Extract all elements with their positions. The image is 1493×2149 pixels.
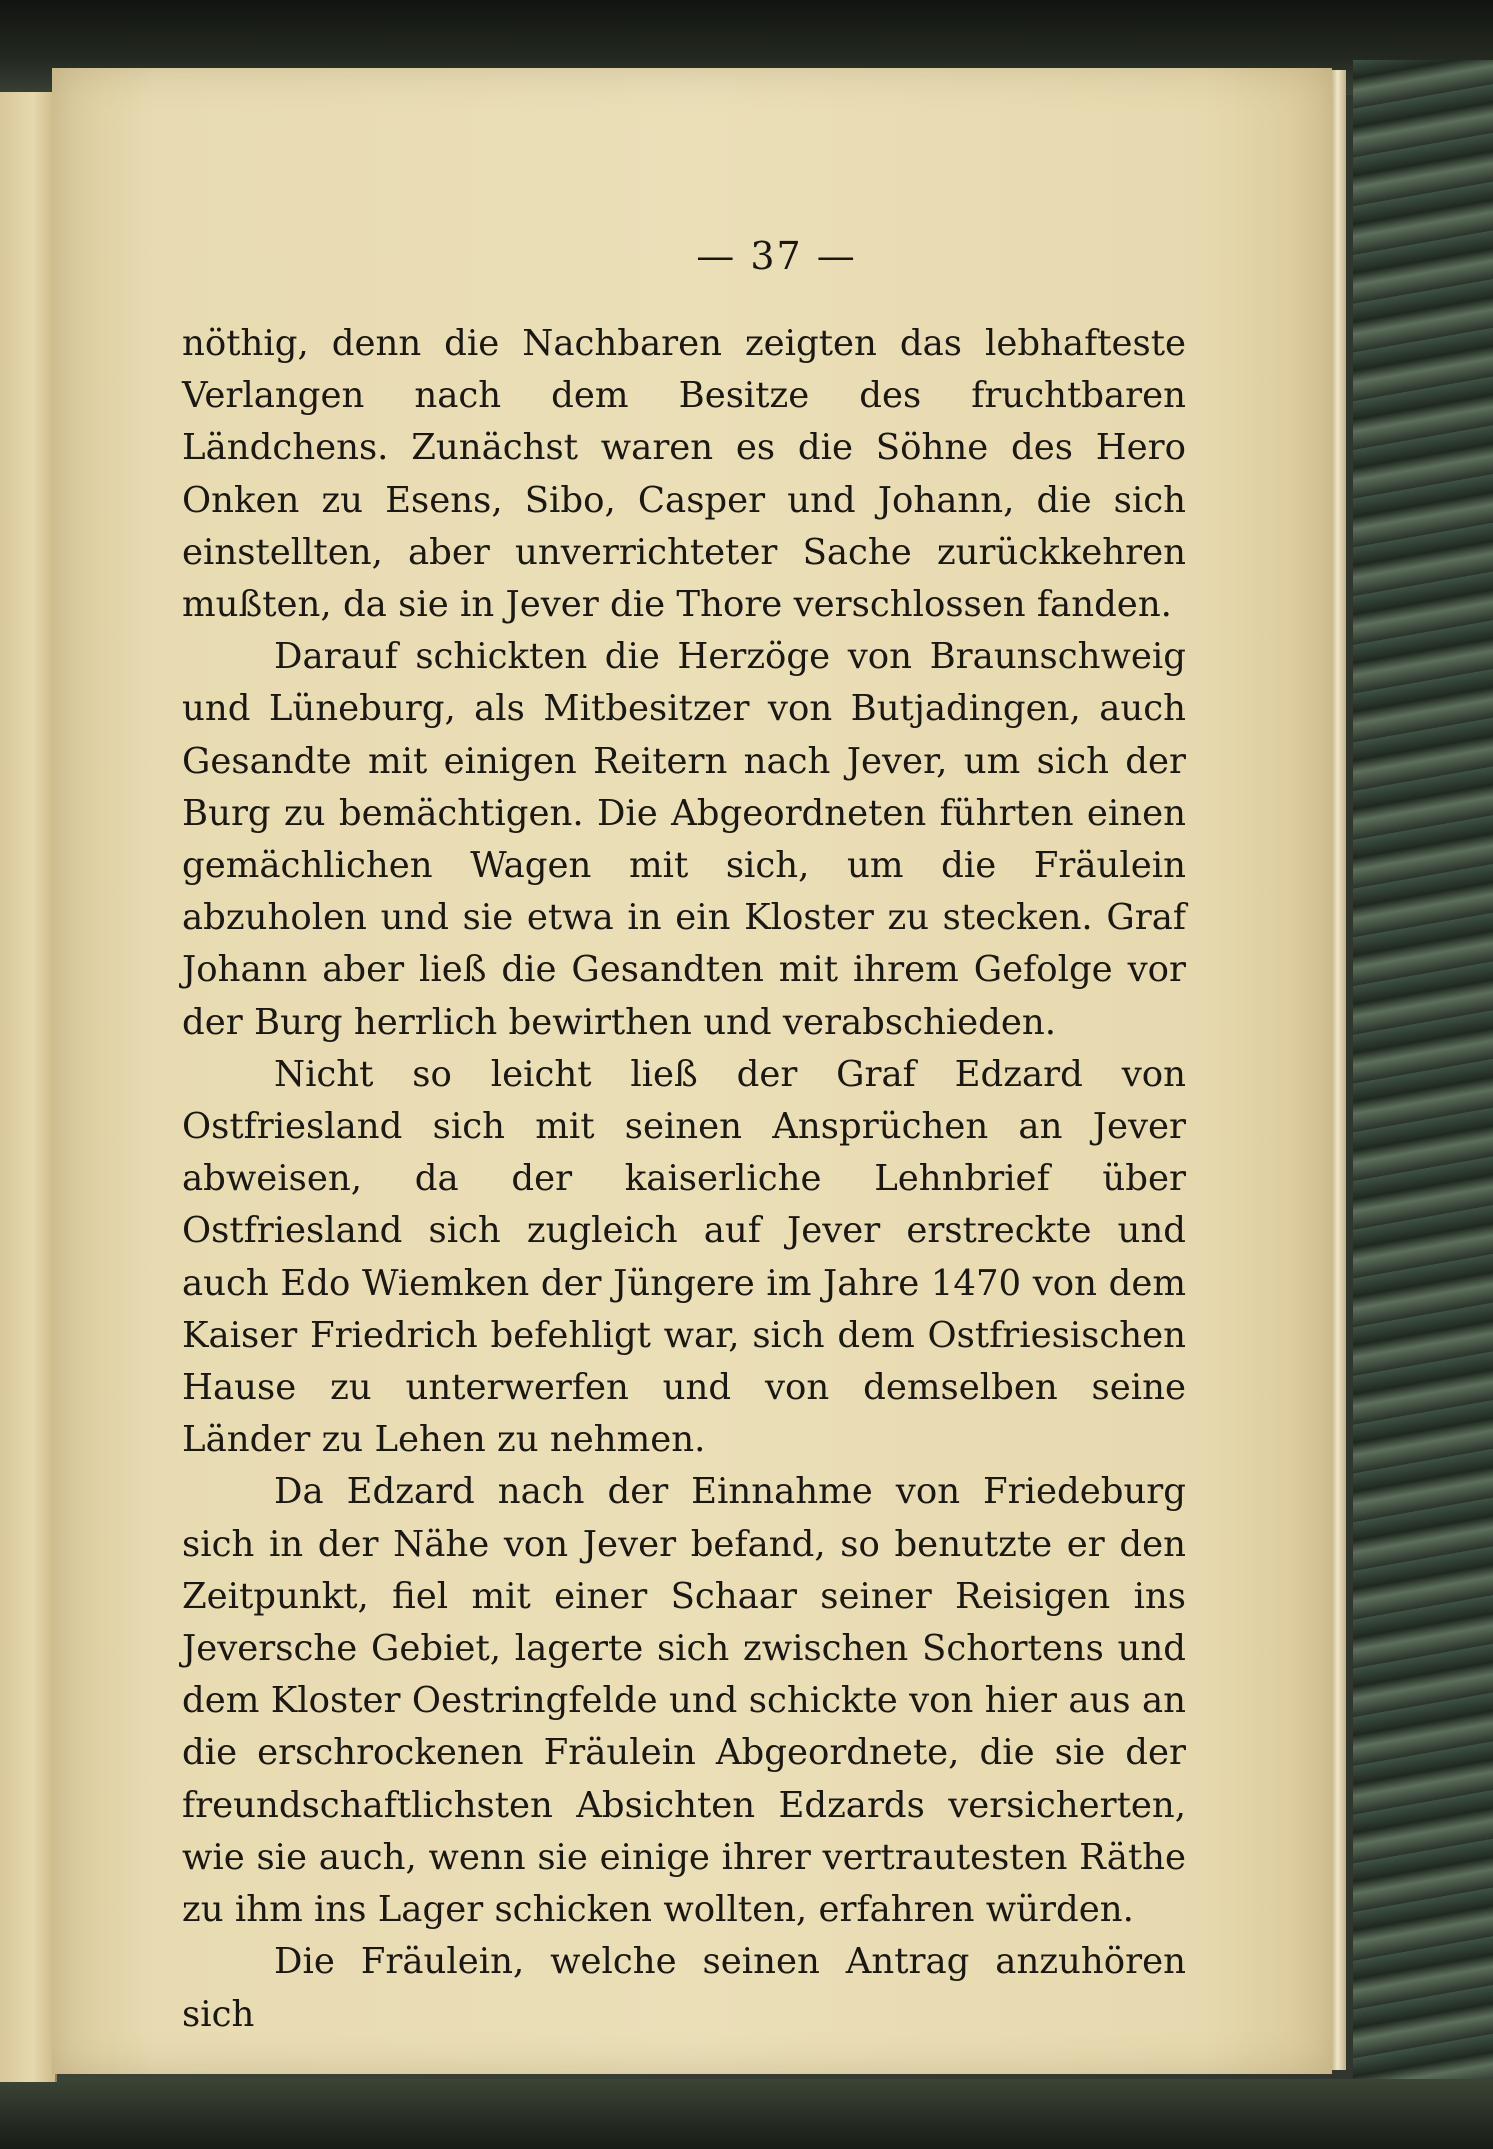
paragraph: Darauf schickten die Herzöge von Braunschweig und Lüneburg, als Mitbesitzer von Butjadingen, auch Gesandte mit einigen Reitern nach Jever, um sich der Burg zu bemächtigen. Die Abgeordneten führten einen gemächlichen Wagen mit sich, um die Fräulein abzuholen und sie etwa in ein Kloster zu stecken. Graf Johann aber ließ die Gesandten mit ihrem Gefolge vor der Burg herrlich bewirthen und verabschieden.: [182, 636, 1186, 1043]
paragraph: Die Fräulein, welche seinen Antrag anzuhören sich: [182, 1941, 1186, 2035]
previous-page-edge: [0, 92, 57, 2082]
paragraph: Da Edzard nach der Einnahme von Friedeburg sich in der Nähe von Jever befand, so benutzte er den Zeitpunkt, fiel mit einer Schaar seiner Reisigen ins Jeversche Gebiet, lagerte sich zwischen Schortens und dem Kloster Oestringfelde und schickte von hier aus an die erschrockenen Fräulein Abgeordnete, die sie der freundschaftlichsten Absichten Edzards versicherten, wie sie auch, wenn sie einige ihrer vertrautesten Räthe zu ihm ins Lager schicken wollten, erfahren würden.: [182, 1471, 1186, 1931]
body-text: [182, 318, 1186, 2041]
page-number: — 37 —: [696, 234, 857, 278]
book-cover-right: [1353, 60, 1493, 2149]
paragraph: Nicht so leicht ließ der Graf Edzard von Ostfriesland sich mit seinen Ansprüchen an Jever abweisen, da der kaiserliche Lehnbrief über Ostfriesland sich zugleich auf Jever erstreckte und auch Edo Wiemken der Jüngere im Jahre 1470 von dem Kaiser Friedrich befehligt war, sich dem Ostfriesischen Hause zu unterwerfen und von demselben seine Länder zu Lehen zu nehmen.: [182, 1053, 1186, 1461]
paragraph: nöthig, denn die Nachbaren zeigten das lebhafteste Verlangen nach dem Besitze des fruchtbaren Ländchens. Zunächst waren es die Söhne des Hero Onken zu Esens, Sibo, Casper und Johann, die sich einstellten, aber unverrichteter Sache zurückkehren mußten, da sie in Jever die Thore verschlossen fanden.: [182, 323, 1186, 626]
book-cover-bottom: [0, 2079, 1493, 2149]
page-stack-edge: [1332, 70, 1346, 2070]
